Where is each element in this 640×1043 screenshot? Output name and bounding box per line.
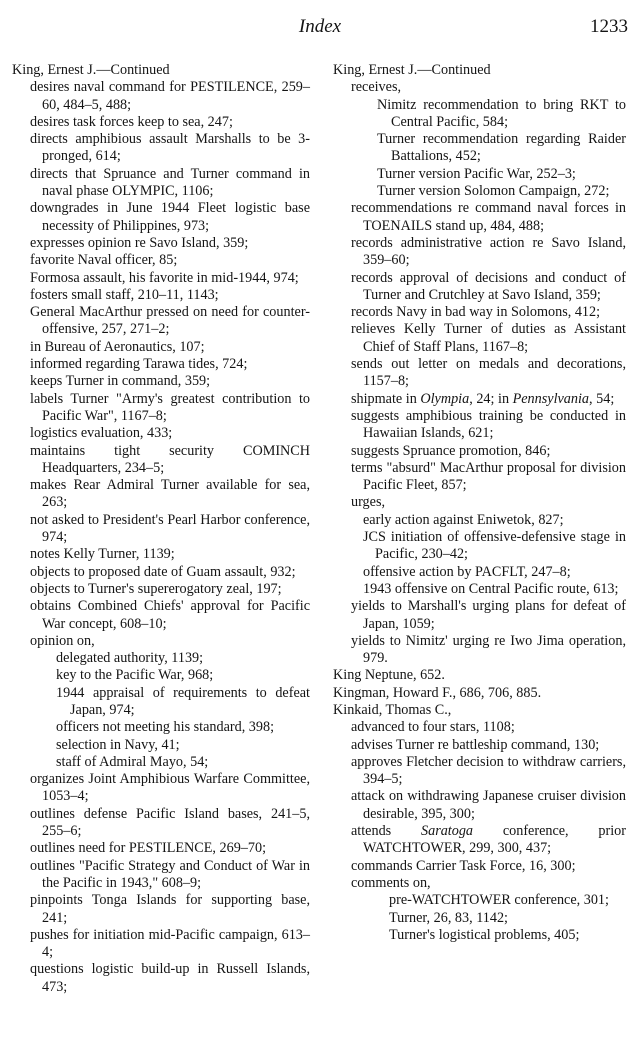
entry-text: shipmate in [351,390,421,407]
index-heading [333,702,626,719]
entry-text: commands Carrier Task Force, 16, 300; [351,857,576,874]
index-subentry [333,270,626,305]
entry-text: King, Ernest J.—Continued [333,62,491,78]
entry-text: key to the Pacific War, 968; [56,667,214,684]
page-number: 1233 [590,16,628,37]
index-subentry [12,840,310,857]
index-subentry [333,460,626,495]
entry-text: early action against Eniwetok, 827; [363,511,564,528]
entry-text: objects to proposed date of Guam assault, 932; [30,563,296,580]
running-head-title: Index [298,16,342,37]
index-subentry [12,425,310,442]
entry-text: desires task forces keep to sea, 247; [30,113,233,130]
entry-text: urges, [351,494,386,511]
entry-text: advanced to four stars, 1108; [351,719,515,736]
index-subentry [12,927,310,962]
index-subentry [333,304,626,321]
index-subentry [12,252,310,269]
entry-text: pinpoints Tonga Islands for supporting base, 241; [30,892,310,926]
entry-text: keeps Turner in command, 359; [30,373,211,390]
entry-text: General MacArthur pressed on need for counter-offensive, 257, 271–2; [30,304,310,338]
entry-text: , 24; in [469,390,513,407]
index-subentry [333,183,626,200]
index-subentry [12,287,310,304]
entry-text: conference, prior WATCHTOWER, 299, 300, 437; [363,823,626,857]
entry-text: expresses opinion re Savo Island, 359; [30,234,249,251]
index-subentry [333,97,626,132]
entry-text: Turner, 26, 83, 1142; [389,909,508,926]
index-subentry [333,737,626,754]
entry-text: Formosa assault, his favorite in mid-1944, 974; [30,269,299,286]
entry-text: opinion on, [30,632,95,649]
entry-text: attack on withdrawing Japanese cruiser division desirable, 395, 300; [351,788,626,822]
entry-text: Kinkaid, Thomas C., [333,701,452,718]
entry-text: Kingman, Howard F., 686, 706, 885. [333,684,542,701]
entry-text: advises Turner re battleship command, 130; [351,736,600,753]
index-subentry [333,391,626,408]
entry-text: receives, [351,79,402,96]
entry-text: delegated authority, 1139; [56,650,204,667]
entry-text: downgrades in June 1944 Fleet logistic base necessity of Philippines, 973; [30,200,310,234]
entry-text: Turner version Solomon Campaign, 272; [377,183,610,200]
index-subentry [12,339,310,356]
index-subentry [333,581,626,598]
entry-text: logistics evaluation, 433; [30,425,173,442]
entry-text: not asked to President's Pearl Harbor conference, 974; [30,511,310,546]
entry-text: sends out letter on medals and decorations, 1157–8; [351,356,626,390]
entry-text: Turner recommendation regarding Raider Battalions, 452; [377,131,626,165]
entry-text: outlines need for PESTILENCE, 269–70; [30,840,267,857]
index-subentry [12,304,310,339]
entry-text: Nimitz recommendation to bring RKT to Central Pacific, 584; [377,96,626,130]
index-subentry [333,598,626,633]
index-subentry [333,858,626,875]
index-subentry [12,961,310,996]
entry-text: records administrative action re Savo Island, 359–60; [351,234,626,269]
entry-text: JCS initiation of offensive-defensive stage in Pacific, 230–42; [363,529,626,563]
entry-text: organizes Joint Amphibious Warfare Committee, 1053–4; [30,771,310,805]
index-subentry [12,685,310,720]
index-subentry [333,927,626,944]
entry-text: favorite Naval officer, 85; [30,252,178,269]
entry-text: King Neptune, 652. [333,667,445,684]
index-subentry [12,719,310,736]
index-subentry [12,235,310,252]
index-column-right [333,62,626,944]
index-subentry [12,443,310,478]
entry-text: objects to Turner's supererogatory zeal, 197; [30,580,282,597]
entry-text: desires naval command for PESTILENCE, 259–60, 484–5, 488; [30,79,310,113]
entry-text: yields to Marshall's urging plans for defeat of Japan, 1059; [351,598,626,632]
index-subentry [333,408,626,443]
index-subentry [333,512,626,529]
entry-text: approves Fletcher decision to withdraw carriers, 394–5; [351,753,626,788]
index-subentry [12,564,310,581]
entry-text: staff of Admiral Mayo, 54; [56,753,209,770]
entry-text: in Bureau of Aeronautics, 107; [30,338,205,355]
entry-text: attends [351,823,421,840]
entry-text: 1944 appraisal of requirements to defeat Japan, 974; [56,684,310,718]
index-heading [333,62,626,79]
entry-text: questions logistic build-up in Russell Islands, 473; [30,961,310,995]
index-subentry [12,598,310,633]
index-subentry [12,477,310,512]
index-subentry [12,270,310,287]
index-column-left [12,62,310,996]
entry-text: recommendations re command naval forces in TOENAILS stand up, 484, 488; [351,200,626,234]
entry-text: records Navy in bad way in Solomons, 412; [351,304,601,321]
index-subentry [333,79,626,96]
entry-text: King, Ernest J.—Continued [12,62,170,78]
entry-text: suggests Spruance promotion, 846; [351,442,551,459]
index-subentry [12,667,310,684]
index-subentry [333,356,626,391]
entry-text: notes Kelly Turner, 1139; [30,546,175,563]
index-subentry [12,131,310,166]
entry-text: officers not meeting his standard, 398; [56,719,275,736]
index-subentry [333,443,626,460]
entry-italic-text: Olympia [420,390,470,407]
entry-text: suggests amphibious training be conducted in Hawaiian Islands, 621; [351,407,626,442]
index-subentry [333,875,626,892]
entry-text: pre-WATCHTOWER conference, 301; [389,892,609,909]
index-subentry [333,235,626,270]
index-subentry [333,719,626,736]
entry-text: comments on, [351,874,431,891]
entry-text: records approval of decisions and conduct of Turner and Crutchley at Savo Island, 359; [351,269,626,303]
index-subentry [333,494,626,511]
index-heading [333,685,626,702]
entry-text: maintains tight security COMINCH Headquarters, 234–5; [30,442,310,476]
index-subentry [12,892,310,927]
index-heading [333,667,626,684]
entry-italic-text: Saratoga [421,823,474,840]
entry-text: Turner's logistical problems, 405; [389,926,580,943]
entry-text: outlines defense Pacific Island bases, 241–5, 255–6; [30,805,310,840]
index-subentry [12,200,310,235]
index-subentry [12,806,310,841]
index-subentry [12,737,310,754]
entry-text: 1943 offensive on Central Pacific route, 613; [363,580,619,597]
entry-text: yields to Nimitz' urging re Iwo Jima operation, 979. [351,632,626,667]
entry-italic-text: Pennsylvania [512,390,590,407]
index-subentry [333,788,626,823]
entry-text: terms "absurd" MacArthur proposal for division Pacific Fleet, 857; [351,459,626,494]
index-subentry [12,581,310,598]
entry-text: , 54; [589,390,615,407]
index-subentry [12,858,310,893]
index-subentry [12,771,310,806]
entry-text: selection in Navy, 41; [56,736,180,753]
index-subentry [12,633,310,650]
entry-text: directs amphibious assault Marshalls to be 3-pronged, 614; [30,131,310,165]
index-subentry [333,200,626,235]
index-subentry [333,131,626,166]
index-subentry [333,321,626,356]
index-subentry [12,754,310,771]
entry-text: labels Turner "Army's greatest contribution to Pacific War", 1167–8; [30,390,310,424]
index-subentry [12,114,310,131]
entry-text: informed regarding Tarawa tides, 724; [30,356,248,373]
index-subentry [333,564,626,581]
entry-text: makes Rear Admiral Turner available for sea, 263; [30,477,310,511]
index-subentry [333,823,626,858]
index-subentry [12,512,310,547]
entry-text: outlines "Pacific Strategy and Conduct of War in the Pacific in 1943," 608–9; [30,857,310,891]
index-subentry [12,546,310,563]
index-subentry [333,910,626,927]
entry-text: obtains Combined Chiefs' approval for Pacific War concept, 608–10; [30,598,310,632]
entry-text: Turner version Pacific War, 252–3; [377,165,576,182]
entry-text: offensive action by PACFLT, 247–8; [363,563,571,580]
index-subentry [333,166,626,183]
index-subentry [12,356,310,373]
index-subentry [333,892,626,909]
entry-text: relieves Kelly Turner of duties as Assistant Chief of Staff Plans, 1167–8; [351,321,626,355]
index-heading [12,62,310,79]
index-subentry [12,650,310,667]
index-subentry [333,633,626,668]
index-subentry [333,754,626,789]
entry-text: fosters small staff, 210–11, 1143; [30,286,219,303]
entry-text: pushes for initiation mid-Pacific campaign, 613–4; [30,926,310,961]
index-subentry [12,166,310,201]
index-subentry [333,529,626,564]
entry-text: directs that Spruance and Turner command in naval phase OLYMPIC, 1106; [30,165,310,200]
index-subentry [12,391,310,426]
index-subentry [12,373,310,390]
index-subentry [12,79,310,114]
